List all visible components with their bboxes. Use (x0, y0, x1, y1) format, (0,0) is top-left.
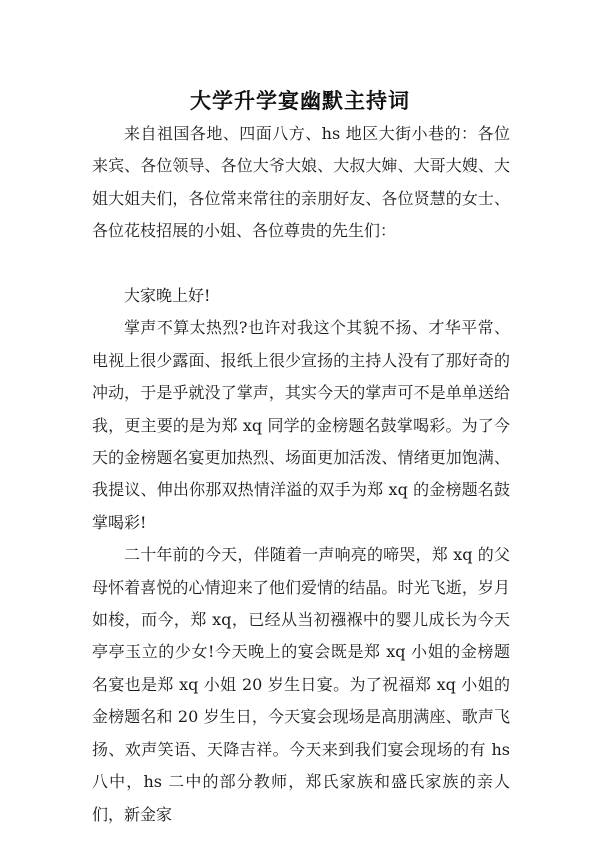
applause-paragraph: 掌声不算太热烈?也许对我这个其貌不扬、才华平常、电视上很少露面、报纸上很少宣扬的主持人没有了那好奇的冲动，于是乎就没了掌声，其实今天的掌声可不是单单送给我，更主要的是为郑 xq 同学的金榜题名鼓掌喝彩。为了今天的金榜题名宴更加热烈、场面更加活泼、情绪更加饱满、我提议、伸出你那双热情洋溢的双手为郑 xq 的金榜题名鼓掌喝彩! (92, 318, 510, 532)
salutation-paragraph: 大家晚上好! (124, 286, 211, 306)
birthday-paragraph: 二十年前的今天，伴随着一声响亮的啼哭，郑 xq 的父母怀着喜悦的心情迎来了他们爱情的结晶。时光飞逝，岁月如梭，而今，郑 xq，已经从当初襁褓中的婴儿成长为今天亭亭玉立的少女!今天晚上的宴会既是郑 xq 小姐的金榜题名宴也是郑 xq 小姐 20 岁生日宴。为了祝福郑 xq 小姐的金榜题名和 20 岁生日，今天宴会现场是高朋满座、歌声飞扬、欢声笑语、天降吉祥。今天来到我们宴会现场的有 hs 八中，hs 二中的部分教师，郑氏家族和盛氏家族的亲人们，新金家 (92, 545, 510, 824)
paragraph-gap (92, 248, 510, 280)
document-body (92, 118, 510, 831)
document-title: 大学升学宴幽默主持词 (190, 89, 410, 113)
greeting-paragraph: 来自祖国各地、四面八方、hs 地区大街小巷的：各位来宾、各位领导、各位大爷大娘、大叔大婶、大哥大嫂、大姐大姐夫们，各位常来常往的亲朋好友、各位贤慧的女士、各位花枝招展的小姐、各位尊贵的先生们： (92, 124, 510, 241)
